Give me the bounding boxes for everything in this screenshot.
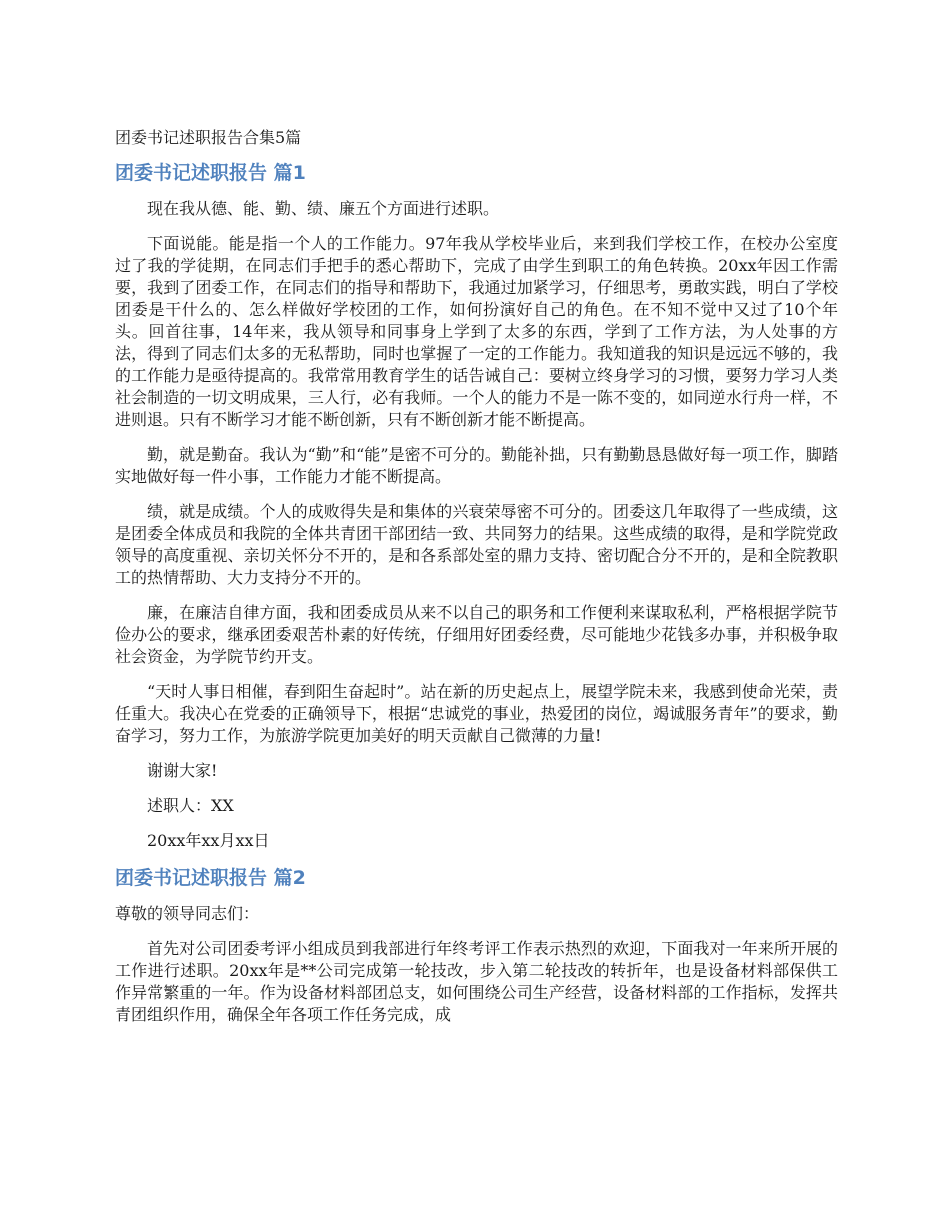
paragraph: 现在我从德、能、勤、绩、廉五个方面进行述职。 [147,199,500,218]
paragraph: 绩，就是成绩。个人的成败得失是和集体的兴衰荣辱密不可分的。团委这几年取得了一些成绩，这是团委全体成员和我院的全体共青团干部团结一致、共同努力的结果。这些成绩的取得，是和学院党政领导的高度重视、亲切关怀分不开的，是和各系部处室的鼎力支持、密切配合分不开的，是和全院教职工的热情帮助、大力支持分不开的。 [115,502,838,587]
paragraph: 勤，就是勤奋。我认为“勤”和“能”是密不可分的。勤能补拙，只有勤勤恳恳做好每一项工作，脚踏实地做好每一件小事，工作能力才能不断提高。 [115,445,838,486]
paragraph: “天时人事日相催，春到阳生奋起时”。站在新的历史起点上，展望学院未来，我感到使命光荣，责任重大。我决心在党委的正确领导下，根据“忠诚党的事业，热爱团的岗位，竭诚服务青年”的要求，勤奋学习，努力工作，为旅游学院更加美好的明天贡献自己微薄的力量! [115,682,838,745]
closing-thanks: 谢谢大家! [147,761,218,780]
paragraph: 首先对公司团委考评小组成员到我部进行年终考评工作表示热烈的欢迎，下面我对一年来所开展的工作进行述职。20xx年是**公司完成第一轮技改，步入第二轮技改的转折年，也是设备材料部保供工作异常繁重的一年。作为设备材料部团总支，如何围绕公司生产经营，设备材料部的工作指标，发挥共青团组织作用，确保全年各项工作任务完成，成 [115,939,838,1024]
paragraph: 下面说能。能是指一个人的工作能力。97年我从学校毕业后，来到我们学校工作，在校办公室度过了我的学徒期，在同志们手把手的悉心帮助下，完成了由学生到职工的角色转换。20xx年因工作需要，我到了团委工作，在同志们的指导和帮助下，我通过加紧学习，仔细思考，勇敢实践，明白了学校团委是干什么的、怎么样做好学校团的工作，如何扮演好自己的角色。在不知不觉中又过了10个年头。回首往事，14年来，我从领导和同事身上学到了太多的东西，学到了工作方法，为人处事的方法，得到了同志们太多的无私帮助，同时也掌握了一定的工作能力。我知道我的知识是远远不够的，我的工作能力是亟待提高的。我常常用教育学生的话告诫自己：要树立终身学习的习惯，要努力学习人类社会制造的一切文明成果，三人行，必有我师。一个人的能力不是一陈不变的，如同逆水行舟一样，不进则退。只有不断学习才能不断创新，只有不断创新才能不断提高。 [115,234,838,429]
paragraph: 廉，在廉洁自律方面，我和团委成员从来不以自己的职务和工作便利来谋取私利，严格根据学院节俭办公的要求，继承团委艰苦朴素的好传统，仔细用好团委经费，尽可能地少花钱多办事，并积极争取社会资金，为学院节约开支。 [115,603,838,666]
document-page [115,126,838,1039]
greeting: 尊敬的领导同志们： [115,904,260,923]
section-heading-1: 团委书记述职报告 篇1 [115,162,306,184]
date-line: 20xx年xx月xx日 [147,831,270,850]
signature-line: 述职人：XX [147,796,234,815]
section-heading-2: 团委书记述职报告 篇2 [115,867,306,889]
document-title: 团委书记述职报告合集5篇 [115,128,302,147]
